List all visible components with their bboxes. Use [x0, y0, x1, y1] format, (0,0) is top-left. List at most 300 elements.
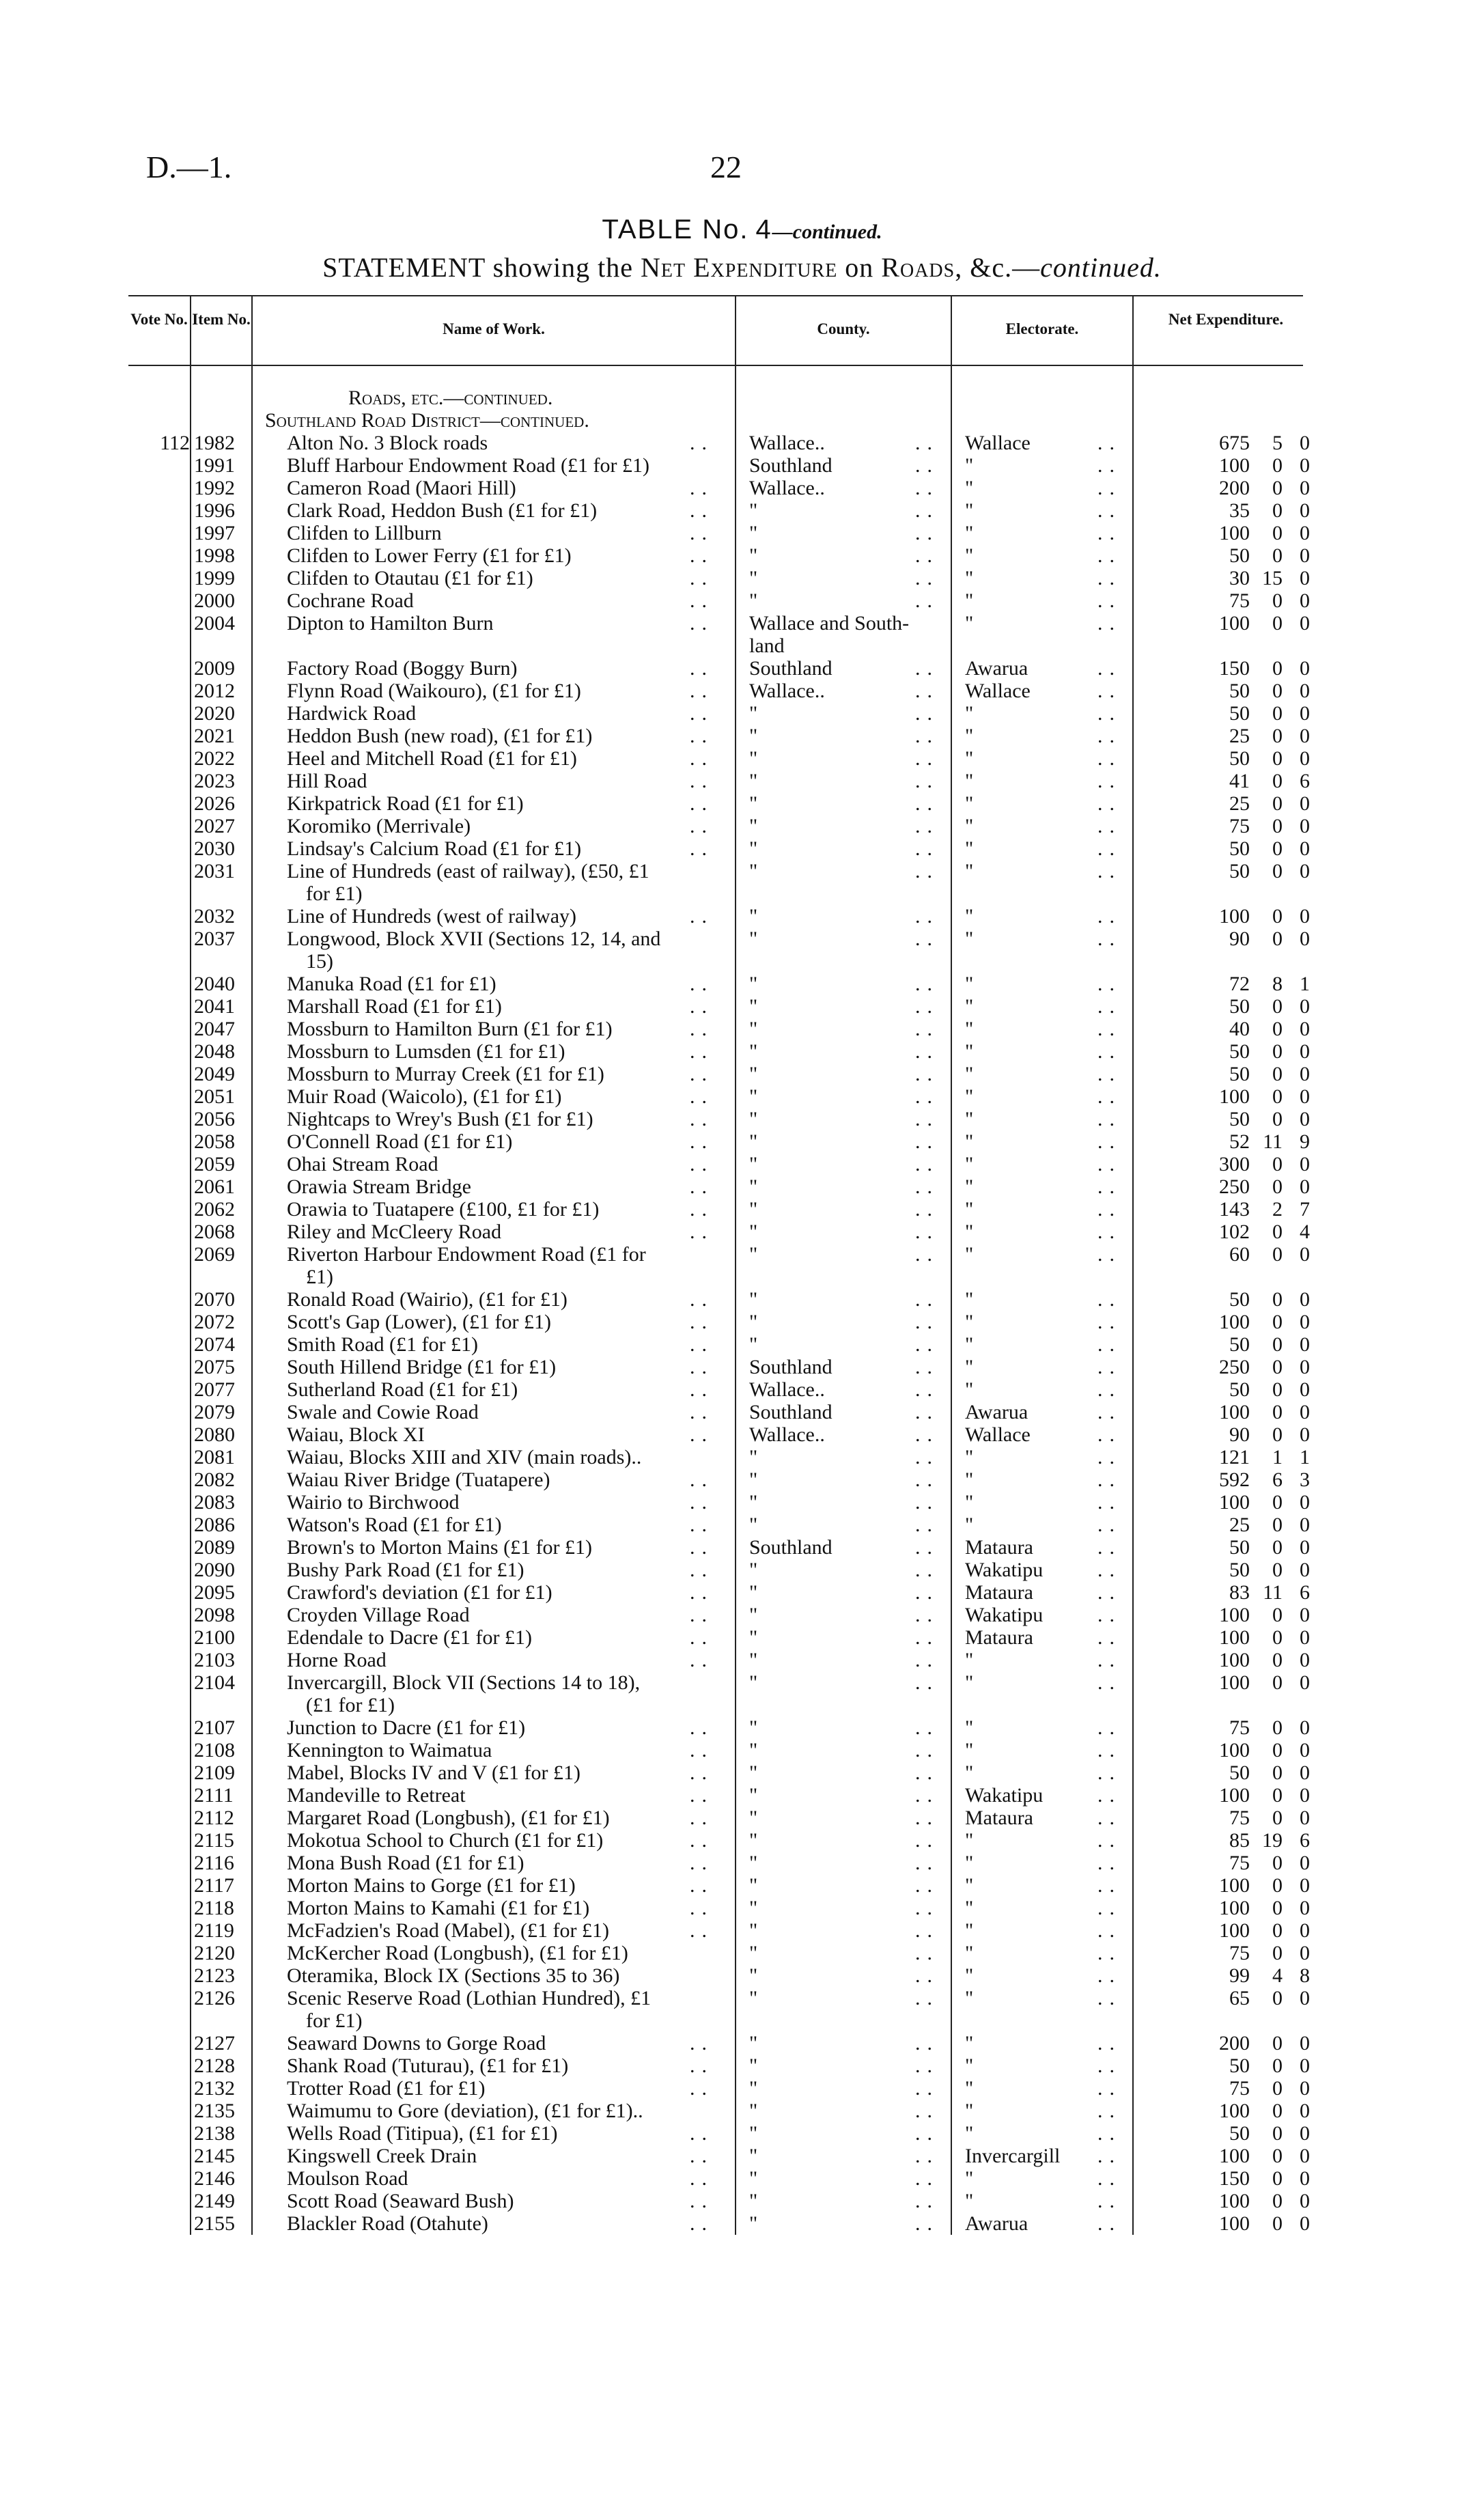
amount-shillings: 0	[1272, 725, 1283, 747]
county-value: "	[749, 725, 758, 747]
table-row	[0, 1063, 1484, 1085]
leader-dots: ..	[915, 2122, 939, 2145]
amount-pounds: 100	[1219, 1085, 1250, 1108]
amount-pence: 0	[1300, 522, 1310, 544]
amount-pence: 0	[1300, 2100, 1310, 2122]
table-row	[0, 1897, 1484, 1919]
county-value: "	[749, 1108, 758, 1130]
work-name: Invercargill, Block VII (Sections 14 to 18),	[287, 1671, 641, 1694]
amount-pence: 0	[1300, 1288, 1310, 1311]
amount-pounds: 75	[1229, 1852, 1250, 1874]
amount-pounds: 52	[1229, 1130, 1250, 1153]
county-value: "	[749, 1514, 758, 1536]
leader-dots: ..	[915, 1807, 939, 1829]
leader-dots: ..	[1097, 2077, 1121, 2100]
amount-shillings: 0	[1272, 544, 1283, 567]
item-number: 2104	[194, 1671, 235, 1694]
table-row	[0, 1626, 1484, 1649]
leader-dots: ..	[915, 1604, 939, 1626]
county-value: "	[749, 1626, 758, 1649]
county-value: "	[749, 702, 758, 725]
leader-dots: ..	[1097, 1018, 1121, 1040]
electorate-value: "	[965, 1288, 974, 1311]
amount-pence: 0	[1300, 1649, 1310, 1671]
leader-dots: ..	[1097, 1063, 1121, 1085]
electorate-value: "	[965, 589, 974, 612]
item-number: 2149	[194, 2190, 235, 2212]
leader-dots: ..	[690, 973, 714, 995]
county-value: "	[749, 1446, 758, 1468]
item-number: 2048	[194, 1040, 235, 1063]
amount-pence: 0	[1300, 1108, 1310, 1130]
electorate-value: Wallace	[965, 1423, 1031, 1446]
table-row	[0, 1852, 1484, 1874]
table-row	[0, 680, 1484, 702]
leader-dots: ..	[1097, 1919, 1121, 1942]
leader-dots: ..	[915, 1514, 939, 1536]
section-heading-district	[0, 409, 1484, 432]
item-number: 2100	[194, 1626, 235, 1649]
leader-dots: ..	[690, 702, 714, 725]
amount-pence: 6	[1300, 1829, 1310, 1852]
electorate-value: Wallace	[965, 680, 1031, 702]
item-number: 2075	[194, 1356, 235, 1378]
leader-dots: ..	[690, 1221, 714, 1243]
amount-pence: 0	[1300, 1175, 1310, 1198]
leader-dots: ..	[690, 477, 714, 499]
electorate-value: "	[965, 2032, 974, 2055]
document-reference: D.—1.	[146, 150, 232, 184]
amount-pence: 0	[1300, 792, 1310, 815]
item-number: 1998	[194, 544, 235, 567]
table-row	[0, 995, 1484, 1018]
work-name: Sutherland Road (£1 for £1)	[287, 1378, 518, 1401]
county-value: "	[749, 1333, 758, 1356]
table-row-continuation	[0, 2009, 1484, 2032]
leader-dots: ..	[1097, 1221, 1121, 1243]
amount-pence: 0	[1300, 1063, 1310, 1085]
amount-shillings: 0	[1272, 1333, 1283, 1356]
leader-dots: ..	[690, 2077, 714, 2100]
leader-dots: ..	[915, 1175, 939, 1198]
item-number: 1991	[194, 454, 235, 477]
amount-pounds: 50	[1229, 1063, 1250, 1085]
amount-pounds: 100	[1219, 2212, 1250, 2235]
item-number: 2126	[194, 1987, 235, 2009]
amount-pence: 0	[1300, 1085, 1310, 1108]
county-value: "	[749, 1311, 758, 1333]
amount-shillings: 0	[1272, 1063, 1283, 1085]
county-value: "	[749, 1153, 758, 1175]
table-row	[0, 1401, 1484, 1423]
item-number: 2127	[194, 2032, 235, 2055]
county-value: "	[749, 2122, 758, 2145]
item-number: 2027	[194, 815, 235, 837]
table-row-continuation	[0, 950, 1484, 973]
leader-dots: ..	[915, 1536, 939, 1559]
amount-pounds: 200	[1219, 477, 1250, 499]
work-name: Line of Hundreds (east of railway), (£50, £1	[287, 860, 649, 882]
leader-dots: ..	[915, 2167, 939, 2190]
amount-shillings: 0	[1272, 680, 1283, 702]
item-number: 2146	[194, 2167, 235, 2190]
amount-pence: 7	[1300, 1198, 1310, 1221]
amount-pence: 0	[1300, 680, 1310, 702]
amount-shillings: 0	[1272, 1874, 1283, 1897]
table-row-continuation	[0, 882, 1484, 905]
electorate-value: "	[965, 973, 974, 995]
amount-pence: 1	[1300, 1446, 1310, 1468]
work-name: Kennington to Waimatua	[287, 1739, 492, 1761]
amount-pounds: 50	[1229, 1108, 1250, 1130]
table-row	[0, 1739, 1484, 1761]
leader-dots: ..	[690, 589, 714, 612]
item-number: 2058	[194, 1130, 235, 1153]
leader-dots: ..	[915, 1018, 939, 1040]
work-name: Muir Road (Waicolo), (£1 for £1)	[287, 1085, 562, 1108]
county-value: "	[749, 1716, 758, 1739]
amount-pence: 0	[1300, 657, 1310, 680]
leader-dots: ..	[690, 1311, 714, 1333]
electorate-value: "	[965, 1108, 974, 1130]
leader-dots: ..	[915, 747, 939, 770]
table-row	[0, 1221, 1484, 1243]
electorate-value: "	[965, 1153, 974, 1175]
work-name: Margaret Road (Longbush), (£1 for £1)	[287, 1807, 610, 1829]
work-name: Ohai Stream Road	[287, 1153, 438, 1175]
table-row	[0, 1671, 1484, 1694]
county-value: Wallace..	[749, 432, 825, 454]
work-name: Hardwick Road	[287, 702, 417, 725]
table-row	[0, 973, 1484, 995]
work-name: Ronald Road (Wairio), (£1 for £1)	[287, 1288, 568, 1311]
amount-shillings: 0	[1272, 1401, 1283, 1423]
leader-dots: ..	[1097, 454, 1121, 477]
leader-dots: ..	[915, 680, 939, 702]
amount-pounds: 25	[1229, 792, 1250, 815]
electorate-value: Mataura	[965, 1536, 1033, 1559]
leader-dots: ..	[690, 1356, 714, 1378]
county-value: "	[749, 837, 758, 860]
amount-shillings: 0	[1272, 792, 1283, 815]
leader-dots: ..	[915, 1378, 939, 1401]
col-header-electorate: Electorate.	[1005, 320, 1079, 337]
table-row	[0, 432, 1484, 454]
electorate-value: "	[965, 1378, 974, 1401]
work-name: Mona Bush Road (£1 for £1)	[287, 1852, 524, 1874]
leader-dots: ..	[690, 1040, 714, 1063]
table-row	[0, 928, 1484, 950]
item-number: 2074	[194, 1333, 235, 1356]
work-name: Crawford's deviation (£1 for £1)	[287, 1581, 552, 1604]
amount-pounds: 100	[1219, 2100, 1250, 2122]
electorate-value: "	[965, 1063, 974, 1085]
county-value: "	[749, 928, 758, 950]
amount-shillings: 8	[1272, 973, 1283, 995]
amount-pounds: 50	[1229, 860, 1250, 882]
leader-dots: ..	[915, 1852, 939, 1874]
leader-dots: ..	[1097, 1942, 1121, 1964]
leader-dots: ..	[915, 1153, 939, 1175]
work-name: Koromiko (Merrivale)	[287, 815, 471, 837]
statement-part: Net Expenditure	[641, 252, 838, 283]
work-name: Factory Road (Boggy Burn)	[287, 657, 518, 680]
leader-dots: ..	[1097, 1311, 1121, 1333]
work-name: Longwood, Block XVII (Sections 12, 14, and	[287, 928, 661, 950]
leader-dots: ..	[690, 1829, 714, 1852]
table-row	[0, 1018, 1484, 1040]
amount-pounds: 75	[1229, 2077, 1250, 2100]
item-number: 2041	[194, 995, 235, 1018]
amount-pounds: 250	[1219, 1356, 1250, 1378]
leader-dots: ..	[915, 1108, 939, 1130]
table-row	[0, 1130, 1484, 1153]
county-value: "	[749, 2032, 758, 2055]
leader-dots: ..	[690, 680, 714, 702]
leader-dots: ..	[915, 2145, 939, 2167]
work-name: Trotter Road (£1 for £1)	[287, 2077, 486, 2100]
county-value: "	[749, 747, 758, 770]
leader-dots: ..	[915, 1221, 939, 1243]
amount-pence: 0	[1300, 612, 1310, 635]
leader-dots: ..	[1097, 567, 1121, 589]
item-number: 2030	[194, 837, 235, 860]
electorate-value: "	[965, 2167, 974, 2190]
amount-pounds: 100	[1219, 1919, 1250, 1942]
work-name: South Hillend Bridge (£1 for £1)	[287, 1356, 557, 1378]
leader-dots: ..	[1097, 1649, 1121, 1671]
item-number: 1982	[194, 432, 235, 454]
item-number: 2020	[194, 702, 235, 725]
leader-dots: ..	[690, 544, 714, 567]
item-number: 1996	[194, 499, 235, 522]
amount-shillings: 0	[1272, 2032, 1283, 2055]
amount-pence: 0	[1300, 1919, 1310, 1942]
county-value: "	[749, 2190, 758, 2212]
leader-dots: ..	[690, 1108, 714, 1130]
amount-pounds: 75	[1229, 1807, 1250, 1829]
table-number: 4	[755, 214, 772, 245]
table-row-continuation	[0, 635, 1484, 657]
amount-shillings: 2	[1272, 1198, 1283, 1221]
leader-dots: ..	[1097, 499, 1121, 522]
electorate-value: "	[965, 1964, 974, 1987]
leader-dots: ..	[1097, 1491, 1121, 1514]
amount-shillings: 0	[1272, 1716, 1283, 1739]
work-name-continued: £1)	[306, 1266, 333, 1288]
amount-pounds: 50	[1229, 2122, 1250, 2145]
work-name: Mabel, Blocks IV and V (£1 for £1)	[287, 1761, 580, 1784]
county-value: "	[749, 792, 758, 815]
county-value: Southland	[749, 1536, 832, 1559]
electorate-value: Awarua	[965, 657, 1028, 680]
county-value: "	[749, 905, 758, 928]
amount-shillings: 0	[1272, 1649, 1283, 1671]
amount-shillings: 0	[1272, 1942, 1283, 1964]
amount-shillings: 19	[1262, 1829, 1283, 1852]
amount-pence: 0	[1300, 454, 1310, 477]
leader-dots: ..	[915, 1626, 939, 1649]
item-number: 2108	[194, 1739, 235, 1761]
county-value: Southland	[749, 1401, 832, 1423]
item-number: 2112	[194, 1807, 234, 1829]
table-row	[0, 1085, 1484, 1108]
leader-dots: ..	[1097, 1716, 1121, 1739]
amount-pence: 0	[1300, 2122, 1310, 2145]
amount-pounds: 50	[1229, 1040, 1250, 1063]
county-value: "	[749, 1559, 758, 1581]
county-value: "	[749, 2167, 758, 2190]
amount-pounds: 143	[1219, 1198, 1250, 1221]
county-value: "	[749, 1468, 758, 1491]
leader-dots: ..	[690, 1807, 714, 1829]
work-name: Swale and Cowie Road	[287, 1401, 479, 1423]
table-row	[0, 1829, 1484, 1852]
work-name: Scenic Reserve Road (Lothian Hundred), £1	[287, 1987, 652, 2009]
county-value: "	[749, 2100, 758, 2122]
amount-shillings: 0	[1272, 1852, 1283, 1874]
amount-pence: 3	[1300, 1468, 1310, 1491]
amount-pounds: 150	[1219, 2167, 1250, 2190]
item-number: 1997	[194, 522, 235, 544]
amount-pence: 0	[1300, 1311, 1310, 1333]
leader-dots: ..	[690, 1761, 714, 1784]
item-number: 1999	[194, 567, 235, 589]
leader-dots: ..	[690, 1085, 714, 1108]
amount-pence: 0	[1300, 1852, 1310, 1874]
amount-shillings: 0	[1272, 2212, 1283, 2235]
table-row	[0, 589, 1484, 612]
leader-dots: ..	[1097, 657, 1121, 680]
item-number: 2037	[194, 928, 235, 950]
leader-dots: ..	[915, 1446, 939, 1468]
leader-dots: ..	[1097, 1085, 1121, 1108]
work-name: Lindsay's Calcium Road (£1 for £1)	[287, 837, 582, 860]
work-name: Morton Mains to Kamahi (£1 for £1)	[287, 1897, 590, 1919]
leader-dots: ..	[915, 1333, 939, 1356]
work-name: Edendale to Dacre (£1 for £1)	[287, 1626, 533, 1649]
leader-dots: ..	[915, 725, 939, 747]
statement-part: STATEMENT showing the	[322, 252, 633, 283]
leader-dots: ..	[1097, 1852, 1121, 1874]
amount-pounds: 100	[1219, 1401, 1250, 1423]
amount-shillings: 0	[1272, 702, 1283, 725]
amount-pounds: 75	[1229, 1942, 1250, 1964]
amount-shillings: 15	[1262, 567, 1283, 589]
electorate-value: "	[965, 905, 974, 928]
amount-pence: 0	[1300, 499, 1310, 522]
amount-pounds: 40	[1229, 1018, 1250, 1040]
table-row	[0, 1716, 1484, 1739]
leader-dots: ..	[690, 1153, 714, 1175]
table-row	[0, 725, 1484, 747]
amount-pence: 1	[1300, 973, 1310, 995]
item-number: 2070	[194, 1288, 235, 1311]
amount-shillings: 0	[1272, 1018, 1283, 1040]
table-row	[0, 1784, 1484, 1807]
leader-dots: ..	[915, 499, 939, 522]
table-suffix: —continued.	[772, 221, 882, 243]
county-value: "	[749, 1807, 758, 1829]
leader-dots: ..	[690, 1604, 714, 1626]
work-name: Marshall Road (£1 for £1)	[287, 995, 502, 1018]
item-number: 2047	[194, 1018, 235, 1040]
leader-dots: ..	[690, 522, 714, 544]
work-name-continued: for £1)	[306, 2009, 363, 2032]
item-number: 2012	[194, 680, 235, 702]
amount-shillings: 0	[1272, 1221, 1283, 1243]
county-value: "	[749, 2055, 758, 2077]
amount-pounds: 100	[1219, 2145, 1250, 2167]
amount-pence: 0	[1300, 1942, 1310, 1964]
table-row	[0, 702, 1484, 725]
leader-dots: ..	[1097, 1175, 1121, 1198]
leader-dots: ..	[1097, 1130, 1121, 1153]
work-name: Waiau, Block XI	[287, 1423, 425, 1446]
amount-pence: 0	[1300, 1716, 1310, 1739]
item-number: 2089	[194, 1536, 235, 1559]
leader-dots: ..	[915, 1964, 939, 1987]
leader-dots: ..	[690, 815, 714, 837]
table-row	[0, 1311, 1484, 1333]
amount-pounds: 90	[1229, 928, 1250, 950]
table-row	[0, 567, 1484, 589]
table-row	[0, 860, 1484, 882]
leader-dots: ..	[915, 2212, 939, 2235]
amount-pence: 0	[1300, 1559, 1310, 1581]
leader-dots: ..	[690, 995, 714, 1018]
item-number: 2109	[194, 1761, 235, 1784]
leader-dots: ..	[690, 905, 714, 928]
leader-dots: ..	[915, 1311, 939, 1333]
table-row	[0, 2190, 1484, 2212]
leader-dots: ..	[690, 1423, 714, 1446]
leader-dots: ..	[1097, 702, 1121, 725]
leader-dots: ..	[915, 1356, 939, 1378]
work-name: Orawia to Tuatapere (£100, £1 for £1)	[287, 1198, 600, 1221]
amount-pence: 0	[1300, 1356, 1310, 1378]
table-word: TABLE No.	[602, 214, 749, 245]
leader-dots: ..	[690, 499, 714, 522]
leader-dots: ..	[915, 454, 939, 477]
work-name: McFadzien's Road (Mabel), (£1 for £1)	[287, 1919, 609, 1942]
item-number: 2062	[194, 1198, 235, 1221]
col-header-county: County.	[817, 320, 870, 337]
table-row	[0, 1378, 1484, 1401]
amount-pence: 0	[1300, 2212, 1310, 2235]
table-row	[0, 1964, 1484, 1987]
leader-dots: ..	[1097, 860, 1121, 882]
amount-shillings: 0	[1272, 837, 1283, 860]
leader-dots: ..	[690, 1739, 714, 1761]
table-top-rule	[128, 295, 1303, 296]
table-row	[0, 2055, 1484, 2077]
leader-dots: ..	[1097, 1040, 1121, 1063]
table-row	[0, 1649, 1484, 1671]
amount-pence: 0	[1300, 1761, 1310, 1784]
table-row	[0, 1153, 1484, 1175]
leader-dots: ..	[1097, 1288, 1121, 1311]
leader-dots: ..	[915, 657, 939, 680]
leader-dots: ..	[1097, 747, 1121, 770]
leader-dots: ..	[690, 1874, 714, 1897]
leader-dots: ..	[690, 2055, 714, 2077]
amount-pounds: 60	[1229, 1243, 1250, 1266]
work-name: Oteramika, Block IX (Sections 35 to 36)	[287, 1964, 620, 1987]
electorate-value: "	[965, 1942, 974, 1964]
item-number: 2059	[194, 1153, 235, 1175]
item-number: 2026	[194, 792, 235, 815]
